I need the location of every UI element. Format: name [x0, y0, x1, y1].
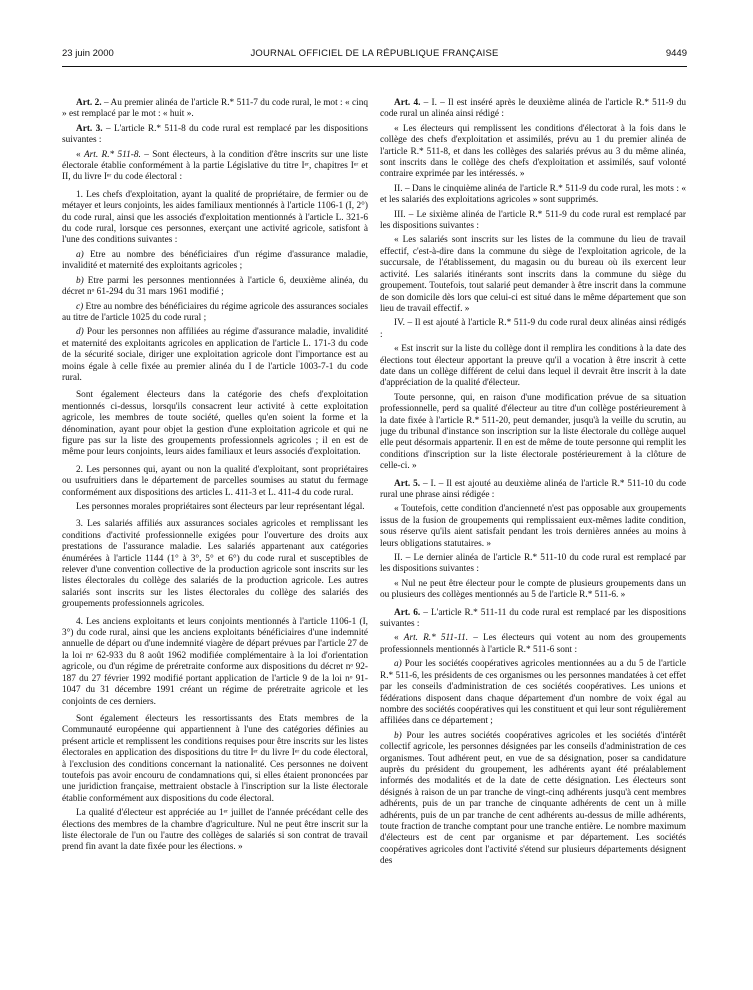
item-a-right: a) Pour les sociétés coopératives agricoles mentionnées au a du 5 de l'article R.* 511-6, les présidents de ces organismes ou les personnes mandatées à cet effet par les conseils d'administration de ces sociétés coopératives. Les unions et fédérations disposent dans chaque département d'un nombre de voix égal au nombre des sociétés coopératives qui les constituent et qui leur sont régulièrement affiliées dans ce département ; — [380, 659, 686, 727]
paragraph-nul: « Nul ne peut être électeur pour le compte de plusieurs groupements dans un ou plusieurs des collèges mentionnés au 5 de l'article R.* 511-6. » — [380, 578, 686, 601]
paragraph-2: 2. Les personnes qui, ayant ou non la qualité d'exploitant, sont propriétaires ou usufruitiers dans le département de parcelles soumises au statut du fermage conformément aux dispositions des articles L. 411-3 et L. 411-4 du code rural. — [62, 464, 368, 498]
paragraph-toutefois: « Toutefois, cette condition d'ancienneté n'est pas opposable aux groupements issus de la fusion de groupements qui remplissaient eux-mêmes ladite condition, sous réserve qu'ils aient satisfait pendant les trois dernières années au moins à leurs obligations statutaires. » — [380, 504, 686, 549]
paragraph-4: 4. Les anciens exploitants et leurs conjoints mentionnés à l'article 1106-1 (I, 3°) du code rural, ainsi que les anciens exploitants bénéficiaires d'une indemnité annuelle de départ ou d'une indemnité viagère de départ prévues par l'article 27 de la loi nᵒ 62-933 du 8 août 1962 modifiée complémentaire à la loi d'orientation agricole, ou d'un régime de préretraite conforme aux dispositions du décret nᵒ 92-187 du 27 février 1992 modifié portant application de l'article 9 de la loi nᵒ 91-1047 du 31 décembre 1991 créant un régime de préretraite agricole et les conjoints de ces derniers. — [62, 616, 368, 707]
paragraph-electeurs: « Les électeurs qui remplissent les conditions d'électorat à la fois dans le collège des chefs d'exploitation et assimilés, prévu au 1 du premier alinéa de l'article R.* 511-8, et dans les collèges des salariés prévus au 3 du même alinéa, sont inscrits dans le collège des chefs d'exploitation et assimilés, sauf volonté contraire exprimée par les intéressés. » — [380, 123, 686, 180]
paragraph-qualite: La qualité d'électeur est appréciée au 1ᵉʳ juillet de l'année précédant celle des élections des membres de la chambre d'agriculture. Nul ne peut être inscrit sur la liste électorale de l'un ou l'autre des collèges de salariés si son contrat de travail prend fin avant la date fixée pour les élections. » — [62, 808, 368, 853]
paragraph-sont-1: Sont également électeurs dans la catégorie des chefs d'exploitation mentionnés ci-dessus, lorsqu'ils consacrent leur activité à cette exploitation agricole, les membres de toute société, quelles qu'en soient la forme et la dénomination, ayant pour objet la gestion d'une exploitation agricole et qui ne figure pas sur la liste des groupements professionnels agricoles ; il en est de même pour leurs conjoints, leurs aides familiaux et leurs associés d'exploitation. — [62, 390, 368, 458]
article-3: Art. 3. – L'article R.* 511-8 du code rural est remplacé par les dispositions suivantes : — [62, 123, 368, 146]
article-6: Art. 6. – L'article R.* 511-11 du code rural est remplacé par les dispositions suivantes : — [380, 607, 686, 630]
article-r511-8-intro: « Art. R.* 511-8. – Sont électeurs, à la condition d'être inscrits sur une liste électorale établie conformément à la partie Législative du titre Iᵉʳ, chapitres Iᵉʳ et II, du livre Iᵉʳ du code électoral : — [62, 149, 368, 183]
page-header — [62, 48, 687, 62]
paragraph-sont-2: Sont également électeurs les ressortissants des Etats membres de la Communauté européenne qui appartiennent à l'une des catégories définies au présent article et remplissent les conditions requises pour être inscrits sur les listes électorales en application des dispositions du titre Iᵉʳ du livre Iᵉʳ du code électoral, à l'exclusion des conditions concernant la nationalité. Ces personnes ne doivent toutefois pas avoir encouru de condamnations qui, si elles étaient prononcées par une juridiction française, mettraient obstacle à l'inscription sur la liste électorale établie conformément aux dispositions du code électoral. — [62, 713, 368, 804]
item-a: a) Etre au nombre des bénéficiaires d'un régime d'assurance maladie, invalidité et maternité des exploitants agricoles ; — [62, 249, 368, 272]
paragraph-salaries: « Les salariés sont inscrits sur les listes de la commune du lieu de travail effectif, c'est-à-dire dans la commune du siège de l'exploitation agricole, de la succursale, de l'établissement, du magasin ou du bureau où ils exercent leur activité. Les salariés itinérants sont inscrits dans la commune du siège du groupement. Toutefois, tout salarié peut demander à être inscrit dans la commune de son domicile dès lors que celui-ci est situé dans le même département que son lieu de travail effectif. » — [380, 235, 686, 314]
paragraph-1: 1. Les chefs d'exploitation, ayant la qualité de propriétaire, de fermier ou de métayer et leurs conjoints, les aides familiaux mentionnés à l'article 1106-1 (I, 2°) du code rural, ainsi que les associés d'exploitation mentionnés à l'article L. 321-6 du code rural, lorsque ces personnes, exerçant une activité agricole, satisfont à l'une des conditions suivantes : — [62, 189, 368, 246]
journal-title: JOURNAL OFFICIEL DE LA RÉPUBLIQUE FRANÇAISE — [250, 48, 499, 59]
item-b: b) Etre parmi les personnes mentionnées à l'article 6, deuxième alinéa, du décret nᵒ 61-294 du 31 mars 1961 modifié ; — [62, 275, 368, 298]
issue-date: 23 juin 2000 — [62, 48, 114, 59]
paragraph-II: II. – Dans le cinquième alinéa de l'article R.* 511-9 du code rural, les mots : « et les salariés des exploitations agricoles » sont supprimés. — [380, 183, 686, 206]
article-2: Art. 2. – Au premier alinéa de l'article R.* 511-7 du code rural, le mot : « cinq » est remplacé par le mot : « huit ». — [62, 98, 368, 120]
article-r511-11-intro: « Art. R.* 511-11. – Les électeurs qui votent au nom des groupements professionnels mentionnés à l'article R.* 511-6 sont : — [380, 633, 686, 655]
paragraph-3: 3. Les salariés affiliés aux assurances sociales agricoles et remplissant les conditions d'activité professionnelle exigées pour l'ouverture des droits aux prestations de l'assurance maladie. Les salariés appartenant aux catégories énumérées à l'article 1144 (1° à 3°, 5° et 6°) du code rural et susceptibles de relever d'une convention collective de la production agricole sont inscrits sur les listes électorales du collège des salariés de la production agricole. Les autres salariés sont inscrits sur les listes électorales du collège des salariés des groupements professionnels agricoles. — [62, 519, 368, 610]
item-d: d) Pour les personnes non affiliées au régime d'assurance maladie, invalidité et maternité des exploitants agricoles en application de l'article L. 171-3 du code de la sécurité sociale, diriger une exploitation agricole dont l'importance est au moins égale à celle fixée au premier alinéa du I de l'article 1003-7-1 du code rural. — [62, 327, 368, 383]
item-b-right: b) Pour les autres sociétés coopératives agricoles et les sociétés d'intérêt collectif agricole, les personnes désignées par les conseils d'administration de ces organismes. Tout adhérent peut, en vue de sa désignation, poser sa candidature auprès du président du groupement, les adhérents ayant été préalablement informés des modalités et de la date de cette désignation. Les électeurs sont désignés à raison de un par tranche de vingt-cinq adhérents jusqu'à cent membres adhérents, puis de un par tranche de cinquante adhérents de cent un à mille adhérents, puis de un par tranche de cent adhérents au-dessus de mille adhérents, toute fraction de tranche comptant pour une tranche entière. Le nombre maximum d'électeurs est de cent par organisme et par département. Les sociétés coopératives agricoles dont l'activité s'étend sur plusieurs départements désignent des — [380, 730, 686, 867]
page-number: 9449 — [665, 48, 687, 59]
paragraph-toute-personne: Toute personne, qui, en raison d'une modification prévue de sa situation professionnelle, perd sa qualité d'électeur au titre d'un collège postérieurement à la date fixée à l'article R.* 511-20, peut demander, jusqu'à la veille du scrutin, au juge du tribunal d'instance son inscription sur la liste électorale du collège auquel elle peut désormais appartenir. Il en est de même de toute personne qui remplit les conditions d'inscription sur la liste électorale postérieurement à la clôture de celle-ci. » — [380, 392, 686, 472]
header-rule — [62, 66, 687, 67]
left-column — [62, 98, 368, 978]
article-5: Art. 5. – I. – Il est ajouté au deuxième alinéa de l'article R.* 511-10 du code rural une phrase ainsi rédigée : — [380, 478, 686, 500]
paragraph-inscrit: « Est inscrit sur la liste du collège dont il remplira les conditions à la date des élections tout électeur apportant la preuve qu'il a vocation à être inscrit à cette date dans un collège différent de celui dans lequel il devrait être inscrit à la date d'appréciation de la qualité d'électeur. — [380, 344, 686, 389]
right-column — [380, 98, 686, 978]
item-c: c) Etre au nombre des bénéficiaires du régime agricole des assurances sociales au titre de l'article 1025 du code rural ; — [62, 301, 368, 323]
paragraph-III: III. – Le sixième alinéa de l'article R.* 511-9 du code rural est remplacé par les dispositions suivantes : — [380, 209, 686, 232]
paragraph-2b: Les personnes morales propriétaires sont électeurs par leur représentant légal. — [76, 502, 365, 512]
article-4: Art. 4. – I. – Il est inséré après le deuxième alinéa de l'article R.* 511-9 du code rural un alinéa ainsi rédigé : — [380, 98, 686, 120]
paragraph-II-5: II. – Le dernier alinéa de l'article R.* 511-10 du code rural est remplacé par les dispositions suivantes : — [380, 553, 686, 575]
paragraph-IV: IV. – Il est ajouté à l'article R.* 511-9 du code rural deux alinéas ainsi rédigés : — [380, 318, 686, 340]
